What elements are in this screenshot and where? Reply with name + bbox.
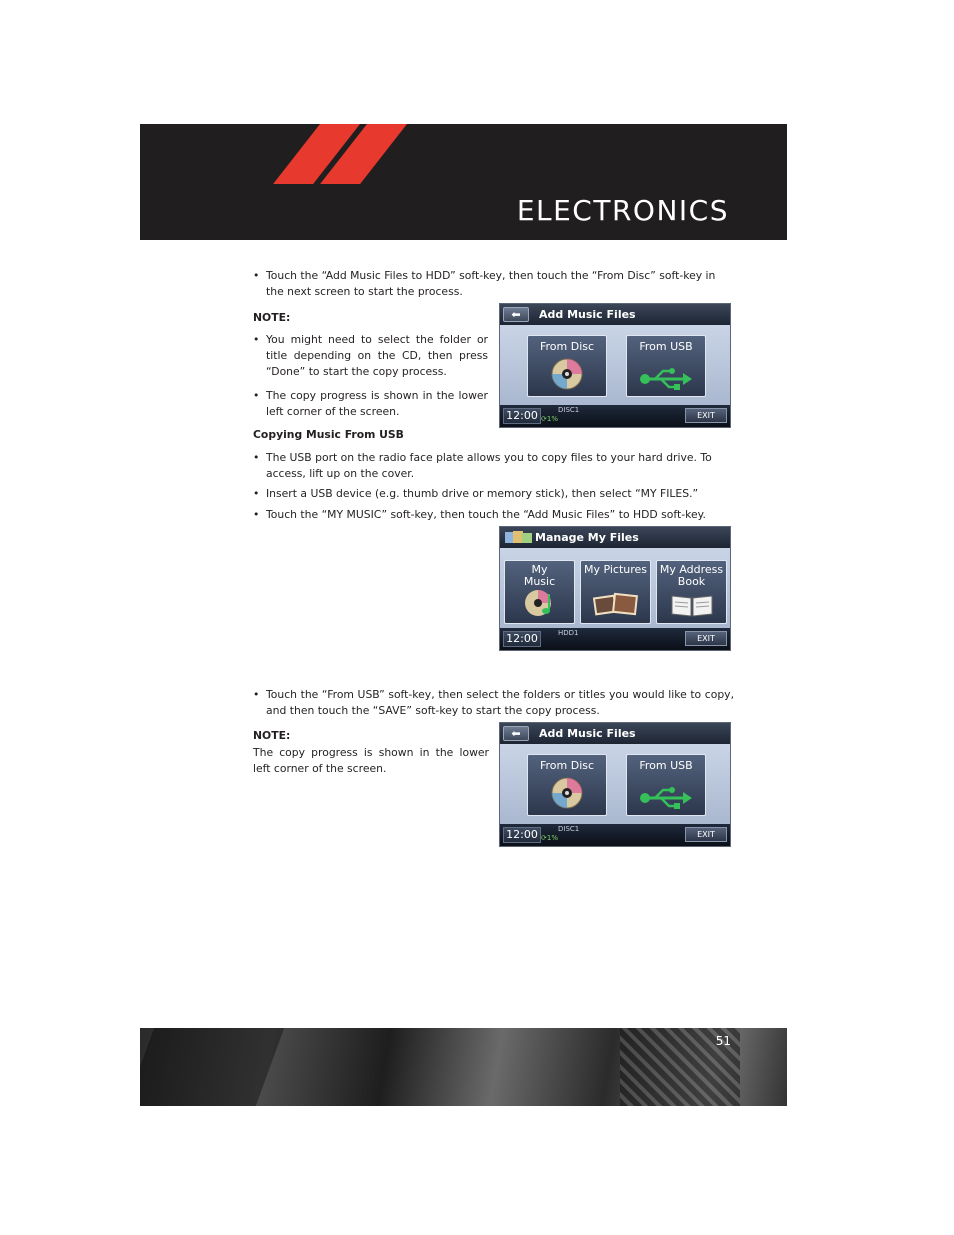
screen-title: Add Music Files — [539, 308, 636, 321]
clock: 12:00 — [503, 408, 541, 424]
screen-statusbar — [500, 405, 730, 427]
usb-icon — [639, 367, 693, 391]
radio-screen-manage-my-files — [499, 526, 731, 651]
source-status: HDD1 — [558, 629, 579, 637]
disc-icon — [550, 776, 584, 810]
exit-button[interactable]: EXIT — [685, 827, 727, 842]
disc-icon — [550, 357, 584, 391]
footer-photo-shade — [140, 1028, 284, 1106]
clock: 12:00 — [503, 631, 541, 647]
screen-panel — [500, 548, 730, 630]
footer-band — [140, 1028, 787, 1106]
copy-progress: ⟳1% — [541, 415, 558, 423]
bullet-marker: • — [253, 451, 260, 464]
address-book-icon — [670, 592, 714, 618]
screen-statusbar — [500, 824, 730, 846]
my-music-button[interactable]: My Music — [504, 560, 575, 624]
exit-button[interactable]: EXIT — [685, 631, 727, 646]
music-disc-icon — [523, 588, 557, 618]
section-title: ELECTRONICS — [516, 194, 729, 227]
source-status: DISC1 — [558, 825, 580, 833]
radio-screen-add-music-files — [499, 722, 731, 847]
screen-title: Add Music Files — [539, 727, 636, 740]
note-label: NOTE: — [253, 311, 291, 324]
note-bullet-text: The copy progress is shown in the lower left corner of the screen. — [266, 389, 488, 418]
section-heading: Copying Music From USB — [253, 428, 404, 441]
radio-screen-add-music-files — [499, 303, 731, 428]
back-arrow-icon[interactable]: ⬅ — [503, 726, 529, 741]
note-bullet-text: You might need to select the folder or title depending on the CD, then press “Done” to start the copy process. — [266, 333, 488, 378]
from-disc-button[interactable]: From Disc — [527, 335, 607, 397]
my-address-book-button[interactable]: My Address Book — [656, 560, 727, 624]
bullet-marker: • — [253, 389, 260, 402]
intro-bullet-text: Touch the “Add Music Files to HDD” soft-key, then touch the “From Disc” soft-key in the next screen to start the process. — [266, 269, 716, 298]
bullet-marker: • — [253, 269, 260, 282]
screen-statusbar — [500, 628, 730, 650]
bullet-marker: • — [253, 508, 260, 521]
section-header — [140, 124, 787, 240]
copy-progress: ⟳1% — [541, 834, 558, 842]
exit-button[interactable]: EXIT — [685, 408, 727, 423]
from-usb-button[interactable]: From USB — [626, 754, 706, 816]
pictures-icon — [593, 592, 639, 618]
page-number: 51 — [715, 1034, 731, 1048]
from-disc-button[interactable]: From Disc — [527, 754, 607, 816]
bullet-marker: • — [253, 487, 260, 500]
note-label: NOTE: — [253, 729, 291, 742]
from-usb-button[interactable]: From USB — [626, 335, 706, 397]
screen-panel — [500, 325, 730, 407]
usb-bullet-text: The USB port on the radio face plate allows you to copy files to your hard drive. To access, lift up on the cover. — [266, 451, 712, 480]
screen-panel — [500, 744, 730, 826]
usb-bullet-text: Insert a USB device (e.g. thumb drive or memory stick), then select “MY FILES.” — [266, 487, 699, 500]
usb-bullet-text: Touch the “MY MUSIC” soft-key, then touch the “Add Music Files” to HDD soft-key. — [266, 508, 706, 521]
screen-title: Manage My Files — [535, 531, 639, 544]
usb-icon — [639, 786, 693, 810]
note-text: The copy progress is shown in the lower left corner of the screen. — [253, 746, 489, 775]
clock: 12:00 — [503, 827, 541, 843]
final-bullet-text: Touch the “From USB” soft-key, then select the folders or titles you would like to copy, and then touch the “SAVE” soft-key to start the copy process. — [266, 688, 734, 717]
bullet-marker: • — [253, 688, 260, 701]
source-status: DISC1 — [558, 406, 580, 414]
my-pictures-button[interactable]: My Pictures — [580, 560, 651, 624]
bullet-marker: • — [253, 333, 260, 346]
files-icon — [505, 530, 533, 545]
back-arrow-icon[interactable]: ⬅ — [503, 307, 529, 322]
